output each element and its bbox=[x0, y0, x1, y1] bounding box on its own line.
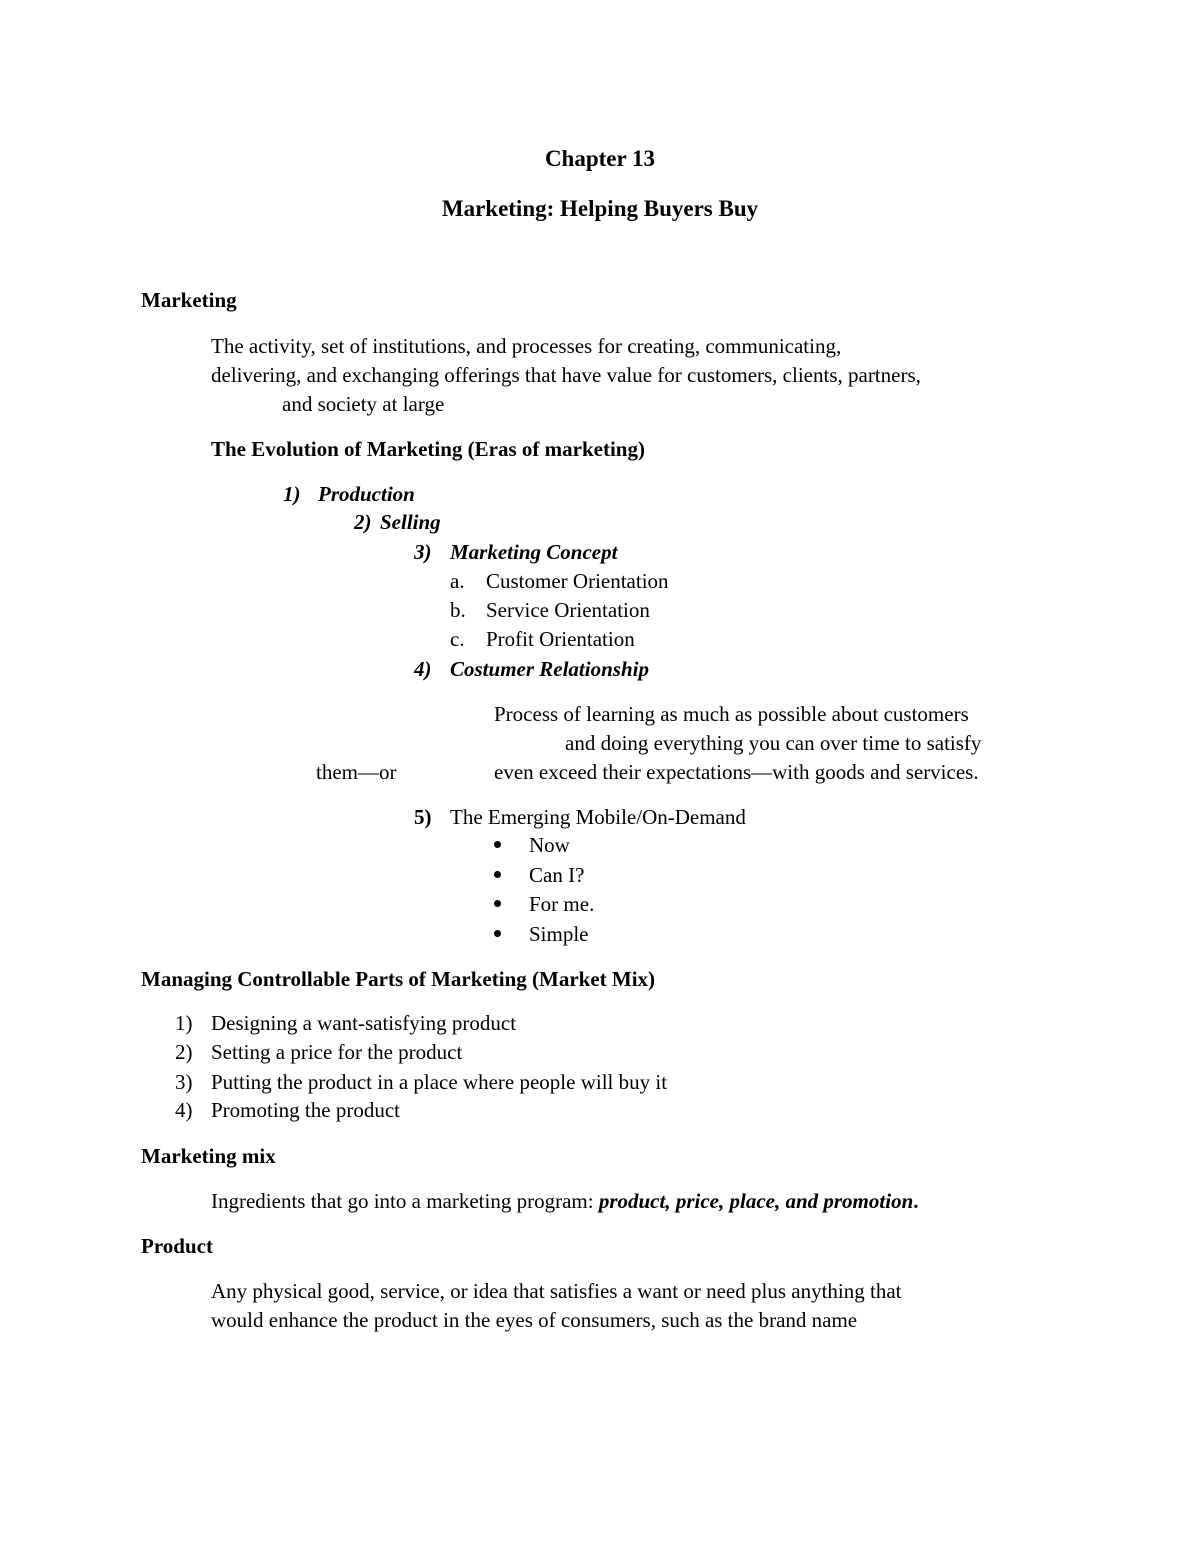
marketing-mix-emphasis: product, price, place, and promotion bbox=[598, 1189, 914, 1213]
relationship-desc-line-1: Process of learning as much as possible about customers bbox=[494, 702, 969, 726]
market-mix-heading: Managing Controllable Parts of Marketing (Market Mix) bbox=[141, 967, 656, 991]
product-heading: Product bbox=[141, 1234, 213, 1258]
market-mix-item-place: Putting the product in a place where people will buy it bbox=[211, 1070, 668, 1094]
market-mix-number: 2) bbox=[175, 1040, 193, 1064]
era-5-mobile-on-demand: The Emerging Mobile/On-Demand bbox=[450, 805, 746, 829]
era-4-customer-relationship: Costumer Relationship bbox=[450, 657, 649, 681]
era-3-number: 3) bbox=[414, 540, 432, 564]
concept-item-profit-orientation: Profit Orientation bbox=[486, 627, 635, 651]
mobile-bullet-simple: Simple bbox=[529, 922, 589, 946]
era-3-marketing-concept: Marketing Concept bbox=[450, 540, 618, 564]
marketing-mix-period: . bbox=[913, 1189, 919, 1213]
marketing-definition-line-3: and society at large bbox=[282, 392, 445, 416]
marketing-definition-line-1: The activity, set of institutions, and processes for creating, communicating, bbox=[211, 334, 842, 358]
bullet-dot-icon bbox=[494, 900, 501, 907]
product-definition-line-2: would enhance the product in the eyes of consumers, such as the brand name bbox=[211, 1308, 858, 1332]
market-mix-item-designing: Designing a want-satisfying product bbox=[211, 1011, 517, 1035]
bullet-dot-icon bbox=[494, 841, 501, 848]
marketing-definition-line-2: delivering, and exchanging offerings that have value for customers, clients, partners, bbox=[211, 363, 921, 387]
marketing-heading: Marketing bbox=[141, 288, 237, 312]
product-definition-line-1: Any physical good, service, or idea that satisfies a want or need plus anything that bbox=[211, 1279, 902, 1303]
era-5-number: 5) bbox=[414, 805, 432, 829]
concept-item-letter: a. bbox=[450, 569, 465, 593]
mobile-bullet-now: Now bbox=[529, 833, 570, 857]
bullet-dot-icon bbox=[494, 871, 501, 878]
market-mix-number: 3) bbox=[175, 1070, 193, 1094]
era-2-selling: Selling bbox=[380, 510, 441, 534]
concept-item-service-orientation: Service Orientation bbox=[486, 598, 650, 622]
concept-item-letter: b. bbox=[450, 598, 466, 622]
marketing-mix-text: Ingredients that go into a marketing program: bbox=[211, 1189, 599, 1213]
relationship-desc-line-2: and doing everything you can over time to satisfy bbox=[565, 731, 982, 755]
concept-item-letter: c. bbox=[450, 627, 465, 651]
market-mix-number: 4) bbox=[175, 1098, 193, 1122]
bullet-dot-icon bbox=[494, 930, 501, 937]
era-1-number: 1) bbox=[283, 482, 301, 506]
mobile-bullet-for-me: For me. bbox=[529, 892, 595, 916]
market-mix-item-price: Setting a price for the product bbox=[211, 1040, 463, 1064]
era-2-number: 2) bbox=[354, 510, 372, 534]
marketing-mix-definition bbox=[211, 1191, 919, 1212]
relationship-desc-line-3-left: them—or bbox=[316, 760, 397, 784]
chapter-title: Chapter 13 bbox=[544, 146, 656, 171]
era-1-production: Production bbox=[318, 482, 415, 506]
market-mix-item-promoting: Promoting the product bbox=[211, 1098, 400, 1122]
era-4-number: 4) bbox=[414, 657, 432, 681]
marketing-mix-heading: Marketing mix bbox=[141, 1144, 276, 1168]
market-mix-number: 1) bbox=[175, 1011, 193, 1035]
chapter-subtitle: Marketing: Helping Buyers Buy bbox=[441, 196, 759, 221]
relationship-desc-line-3-right: even exceed their expectations—with goods and services. bbox=[494, 760, 979, 784]
mobile-bullet-can-i: Can I? bbox=[529, 863, 585, 887]
concept-item-customer-orientation: Customer Orientation bbox=[486, 569, 669, 593]
evolution-heading: The Evolution of Marketing (Eras of marketing) bbox=[211, 437, 645, 461]
